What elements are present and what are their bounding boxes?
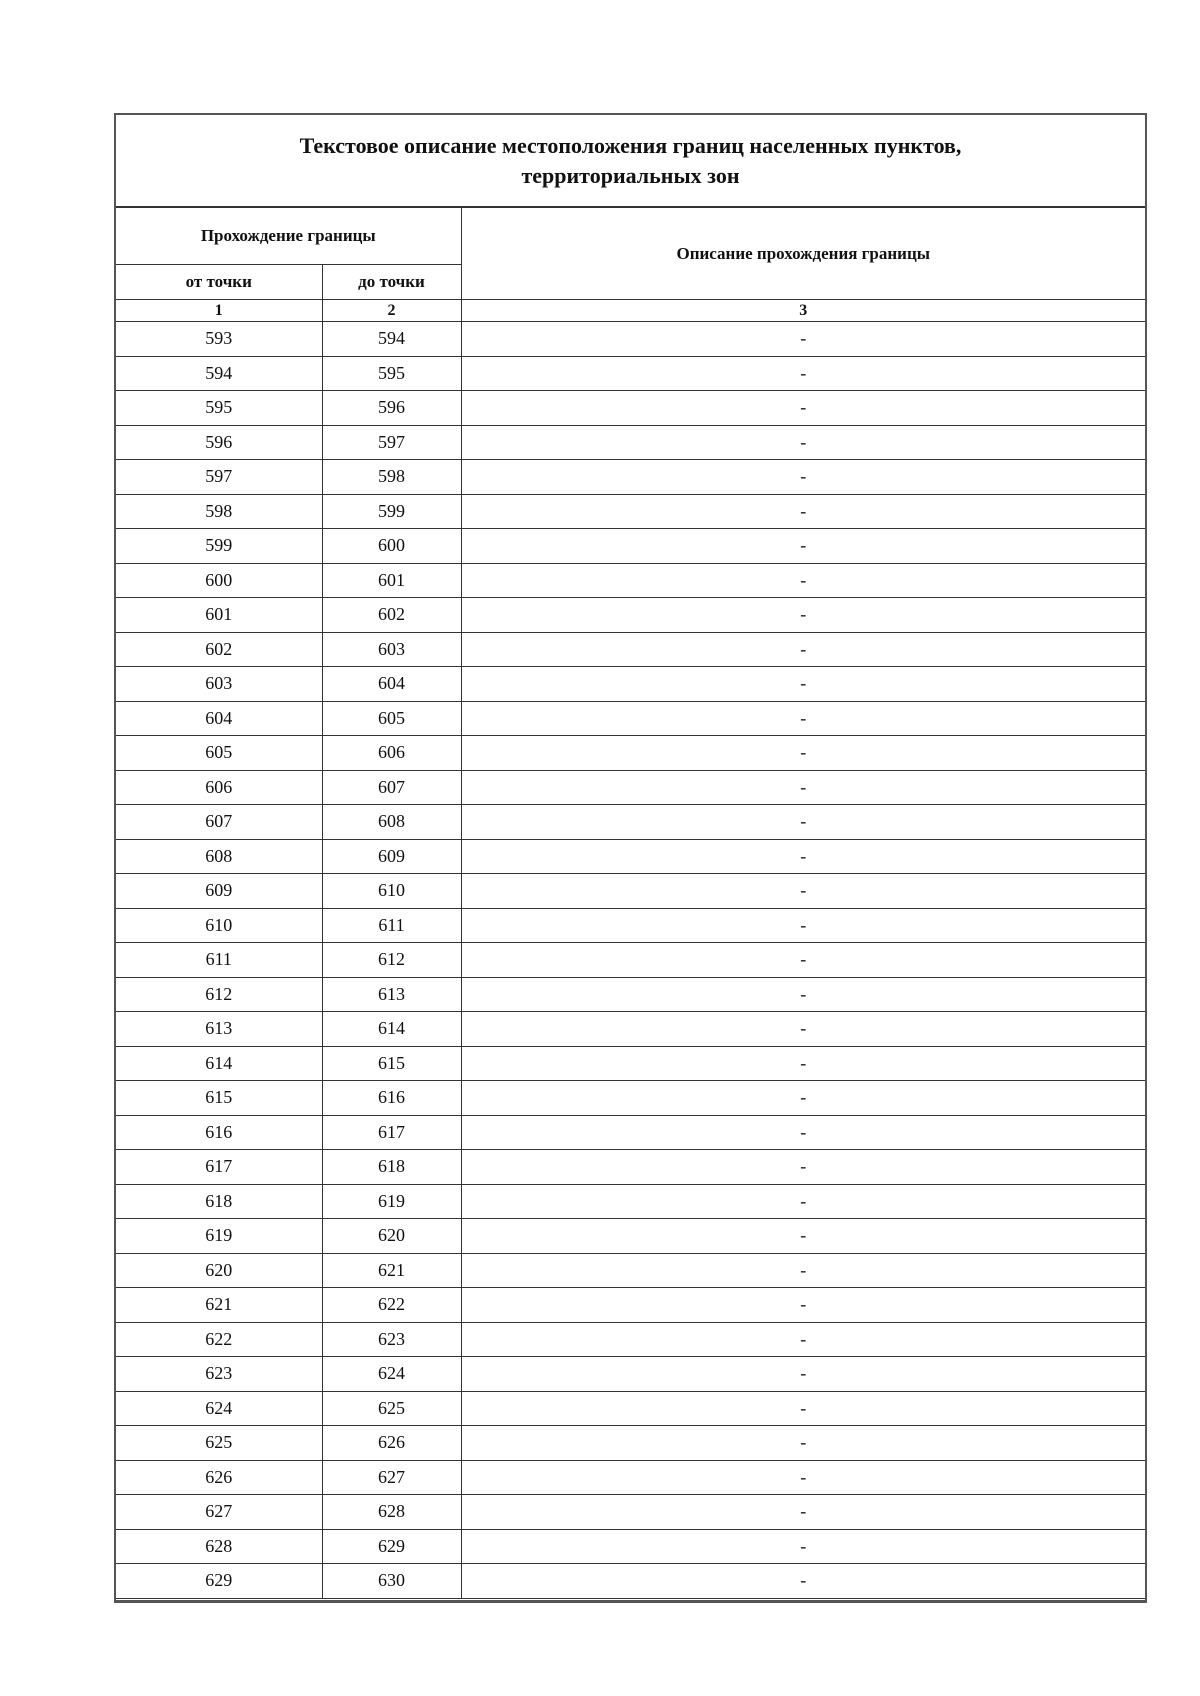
from-point-cell: 596 bbox=[116, 425, 322, 460]
from-point-cell: 625 bbox=[116, 1426, 322, 1461]
table-body bbox=[116, 322, 1145, 1599]
title-line-1: Текстовое описание местоположения границ населенных пунктов, bbox=[299, 132, 962, 158]
table-row bbox=[116, 1081, 1145, 1116]
table-row bbox=[116, 1046, 1145, 1081]
table-row bbox=[116, 701, 1145, 736]
column-number-2: 2 bbox=[322, 300, 461, 322]
from-point-cell: 599 bbox=[116, 529, 322, 564]
to-point-cell: 612 bbox=[322, 943, 461, 978]
from-point-cell: 603 bbox=[116, 667, 322, 702]
table-row bbox=[116, 598, 1145, 633]
table-row bbox=[116, 529, 1145, 564]
from-point-cell: 627 bbox=[116, 1495, 322, 1530]
description-cell: - bbox=[461, 494, 1145, 529]
table-row bbox=[116, 805, 1145, 840]
table-row bbox=[116, 1288, 1145, 1323]
column-number-3: 3 bbox=[461, 300, 1145, 322]
to-point-cell: 626 bbox=[322, 1426, 461, 1461]
to-point-cell: 621 bbox=[322, 1253, 461, 1288]
from-point-cell: 597 bbox=[116, 460, 322, 495]
to-point-cell: 595 bbox=[322, 356, 461, 391]
description-cell: - bbox=[461, 1564, 1145, 1599]
description-cell: - bbox=[461, 1253, 1145, 1288]
from-point-cell: 616 bbox=[116, 1115, 322, 1150]
to-point-cell: 630 bbox=[322, 1564, 461, 1599]
to-point-cell: 614 bbox=[322, 1012, 461, 1047]
table-row bbox=[116, 1564, 1145, 1599]
table-row bbox=[116, 1184, 1145, 1219]
table-row bbox=[116, 977, 1145, 1012]
table-row bbox=[116, 1253, 1145, 1288]
table-row bbox=[116, 563, 1145, 598]
boundary-table bbox=[116, 208, 1145, 1599]
description-header: Описание прохождения границы bbox=[461, 208, 1145, 300]
column-number-1: 1 bbox=[116, 300, 322, 322]
to-point-cell: 625 bbox=[322, 1391, 461, 1426]
description-cell: - bbox=[461, 1322, 1145, 1357]
to-point-cell: 597 bbox=[322, 425, 461, 460]
document-title bbox=[116, 115, 1145, 208]
from-point-cell: 610 bbox=[116, 908, 322, 943]
from-point-cell: 621 bbox=[116, 1288, 322, 1323]
from-point-cell: 598 bbox=[116, 494, 322, 529]
from-point-cell: 614 bbox=[116, 1046, 322, 1081]
to-point-cell: 623 bbox=[322, 1322, 461, 1357]
to-point-cell: 599 bbox=[322, 494, 461, 529]
description-cell: - bbox=[461, 943, 1145, 978]
from-point-cell: 611 bbox=[116, 943, 322, 978]
to-point-cell: 601 bbox=[322, 563, 461, 598]
description-cell: - bbox=[461, 1046, 1145, 1081]
from-point-cell: 618 bbox=[116, 1184, 322, 1219]
table-row bbox=[116, 908, 1145, 943]
table-row bbox=[116, 425, 1145, 460]
from-point-cell: 620 bbox=[116, 1253, 322, 1288]
to-point-cell: 622 bbox=[322, 1288, 461, 1323]
description-cell: - bbox=[461, 425, 1145, 460]
table-row bbox=[116, 1115, 1145, 1150]
description-cell: - bbox=[461, 667, 1145, 702]
from-point-cell: 608 bbox=[116, 839, 322, 874]
to-point-header: до точки bbox=[322, 265, 461, 300]
description-cell: - bbox=[461, 1495, 1145, 1530]
table-row bbox=[116, 1460, 1145, 1495]
from-point-cell: 623 bbox=[116, 1357, 322, 1392]
description-cell: - bbox=[461, 1288, 1145, 1323]
from-point-cell: 600 bbox=[116, 563, 322, 598]
table-row bbox=[116, 1495, 1145, 1530]
from-point-cell: 601 bbox=[116, 598, 322, 633]
to-point-cell: 628 bbox=[322, 1495, 461, 1530]
description-cell: - bbox=[461, 391, 1145, 426]
to-point-cell: 629 bbox=[322, 1529, 461, 1564]
title-line-2: территориальных зон bbox=[521, 162, 740, 188]
table-row bbox=[116, 1012, 1145, 1047]
to-point-cell: 615 bbox=[322, 1046, 461, 1081]
table-row bbox=[116, 322, 1145, 357]
table-row bbox=[116, 667, 1145, 702]
table-row bbox=[116, 943, 1145, 978]
table-row bbox=[116, 460, 1145, 495]
description-cell: - bbox=[461, 598, 1145, 633]
to-point-cell: 627 bbox=[322, 1460, 461, 1495]
table-row bbox=[116, 874, 1145, 909]
description-cell: - bbox=[461, 1426, 1145, 1461]
table-row bbox=[116, 1391, 1145, 1426]
from-point-cell: 602 bbox=[116, 632, 322, 667]
description-cell: - bbox=[461, 977, 1145, 1012]
description-cell: - bbox=[461, 1391, 1145, 1426]
from-point-cell: 594 bbox=[116, 356, 322, 391]
from-point-cell: 595 bbox=[116, 391, 322, 426]
table-row bbox=[116, 391, 1145, 426]
from-point-cell: 605 bbox=[116, 736, 322, 771]
table-row bbox=[116, 494, 1145, 529]
from-point-cell: 622 bbox=[116, 1322, 322, 1357]
description-cell: - bbox=[461, 908, 1145, 943]
description-cell: - bbox=[461, 356, 1145, 391]
from-point-cell: 604 bbox=[116, 701, 322, 736]
to-point-cell: 603 bbox=[322, 632, 461, 667]
to-point-cell: 594 bbox=[322, 322, 461, 357]
from-point-cell: 629 bbox=[116, 1564, 322, 1599]
to-point-cell: 619 bbox=[322, 1184, 461, 1219]
from-point-cell: 626 bbox=[116, 1460, 322, 1495]
to-point-cell: 609 bbox=[322, 839, 461, 874]
to-point-cell: 618 bbox=[322, 1150, 461, 1185]
from-point-cell: 612 bbox=[116, 977, 322, 1012]
to-point-cell: 607 bbox=[322, 770, 461, 805]
table-row bbox=[116, 1322, 1145, 1357]
description-cell: - bbox=[461, 1012, 1145, 1047]
description-cell: - bbox=[461, 529, 1145, 564]
description-cell: - bbox=[461, 874, 1145, 909]
description-cell: - bbox=[461, 701, 1145, 736]
from-point-cell: 615 bbox=[116, 1081, 322, 1116]
description-cell: - bbox=[461, 1115, 1145, 1150]
from-point-cell: 617 bbox=[116, 1150, 322, 1185]
description-cell: - bbox=[461, 460, 1145, 495]
to-point-cell: 620 bbox=[322, 1219, 461, 1254]
to-point-cell: 598 bbox=[322, 460, 461, 495]
description-cell: - bbox=[461, 770, 1145, 805]
to-point-cell: 596 bbox=[322, 391, 461, 426]
to-point-cell: 604 bbox=[322, 667, 461, 702]
description-cell: - bbox=[461, 322, 1145, 357]
from-point-cell: 606 bbox=[116, 770, 322, 805]
description-cell: - bbox=[461, 1357, 1145, 1392]
table-row bbox=[116, 1426, 1145, 1461]
to-point-cell: 613 bbox=[322, 977, 461, 1012]
table-row bbox=[116, 1150, 1145, 1185]
description-cell: - bbox=[461, 839, 1145, 874]
description-cell: - bbox=[461, 805, 1145, 840]
table-row bbox=[116, 356, 1145, 391]
description-cell: - bbox=[461, 736, 1145, 771]
from-point-cell: 628 bbox=[116, 1529, 322, 1564]
to-point-cell: 605 bbox=[322, 701, 461, 736]
table-row bbox=[116, 770, 1145, 805]
description-cell: - bbox=[461, 1529, 1145, 1564]
to-point-cell: 602 bbox=[322, 598, 461, 633]
description-cell: - bbox=[461, 1460, 1145, 1495]
from-point-cell: 613 bbox=[116, 1012, 322, 1047]
from-point-cell: 619 bbox=[116, 1219, 322, 1254]
to-point-cell: 624 bbox=[322, 1357, 461, 1392]
to-point-cell: 611 bbox=[322, 908, 461, 943]
to-point-cell: 608 bbox=[322, 805, 461, 840]
to-point-cell: 610 bbox=[322, 874, 461, 909]
from-point-cell: 609 bbox=[116, 874, 322, 909]
from-point-cell: 624 bbox=[116, 1391, 322, 1426]
to-point-cell: 616 bbox=[322, 1081, 461, 1116]
document-frame bbox=[114, 113, 1147, 1603]
from-point-cell: 607 bbox=[116, 805, 322, 840]
table-row bbox=[116, 839, 1145, 874]
table-row bbox=[116, 1357, 1145, 1392]
table-row bbox=[116, 1219, 1145, 1254]
from-point-header: от точки bbox=[116, 265, 322, 300]
description-cell: - bbox=[461, 563, 1145, 598]
description-cell: - bbox=[461, 1184, 1145, 1219]
table-row bbox=[116, 1529, 1145, 1564]
to-point-cell: 617 bbox=[322, 1115, 461, 1150]
to-point-cell: 600 bbox=[322, 529, 461, 564]
table-row bbox=[116, 632, 1145, 667]
description-cell: - bbox=[461, 1219, 1145, 1254]
table-row bbox=[116, 736, 1145, 771]
description-cell: - bbox=[461, 632, 1145, 667]
from-point-cell: 593 bbox=[116, 322, 322, 357]
description-cell: - bbox=[461, 1150, 1145, 1185]
to-point-cell: 606 bbox=[322, 736, 461, 771]
description-cell: - bbox=[461, 1081, 1145, 1116]
group-header: Прохождение границы bbox=[116, 208, 461, 265]
table-header bbox=[116, 208, 1145, 322]
